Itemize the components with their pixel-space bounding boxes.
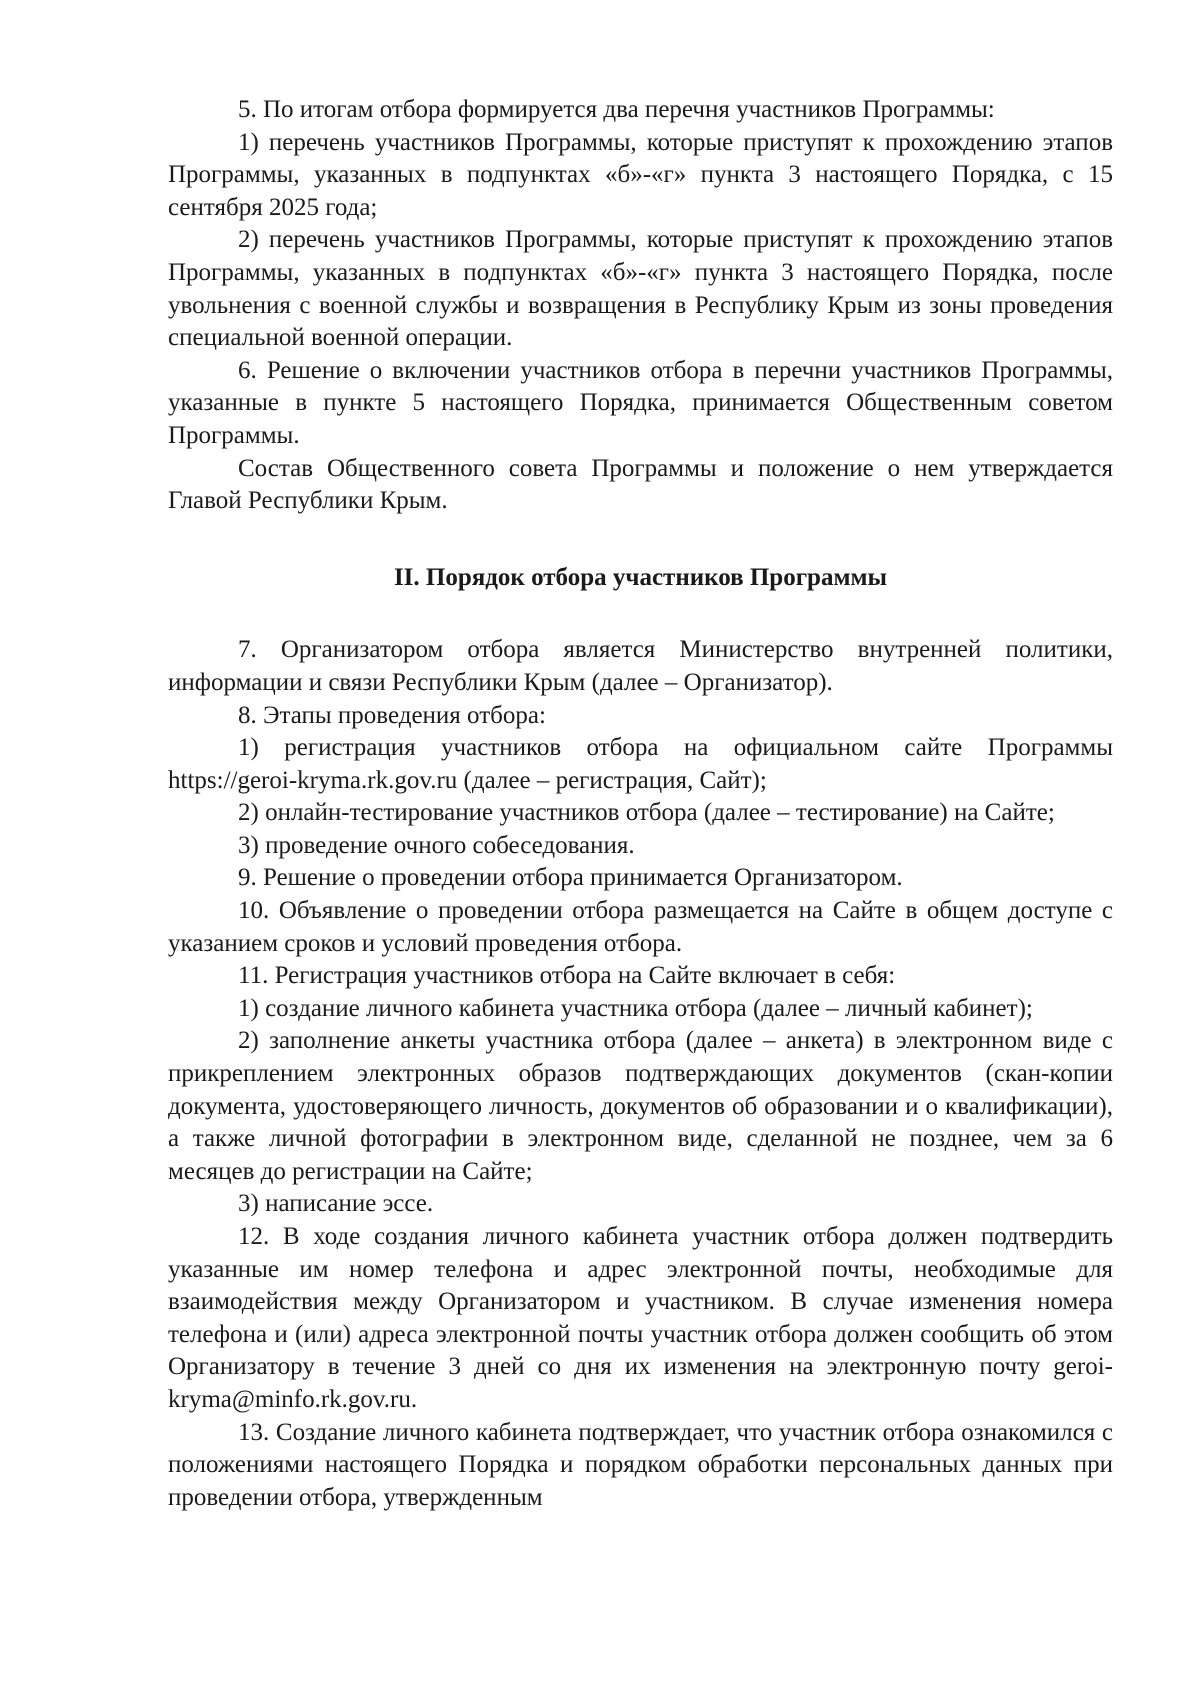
paragraph-11-2: 2) заполнение анкеты участника отбора (далее – анкета) в электронном виде с прикреплением электронных образов подтверждающих документов (скан-копии документа, удостоверяющего личность, документов об образовании и о квалификации), а также личной фотографии в электронном виде, сделанной не позднее, чем за 6 месяцев до регистрации на Сайте; — [168, 1027, 1113, 1185]
section-heading: II. Порядок отбора участников Программы — [393, 563, 888, 591]
paragraph-6: 6. Решение о включении участников отбора в перечни участников Программы, указанные в пункте 5 настоящего Порядка, принимается Общественным советом Программы. — [168, 356, 1113, 449]
paragraph-5-1: 1) перечень участников Программы, которые приступят к прохождению этапов Программы, указанных в подпунктах «б»-«г» пункта 3 настоящего Порядка, с 15 сентября 2025 года; — [168, 128, 1113, 221]
document-page — [168, 94, 1113, 1514]
paragraph-8: 8. Этапы проведения отбора: — [238, 701, 546, 729]
paragraph-8-3: 3) проведение очного собеседования. — [238, 831, 635, 859]
paragraph-11-1: 1) создание личного кабинета участника отбора (далее – личный кабинет); — [238, 994, 1033, 1022]
paragraph-11: 11. Регистрация участников отбора на Сайте включает в себя: — [238, 962, 896, 990]
paragraph-5: 5. По итогам отбора формируется два перечня участников Программы: — [238, 96, 995, 123]
paragraph-9: 9. Решение о проведении отбора принимается Организатором. — [238, 864, 903, 892]
paragraph-11-3: 3) написание эссе. — [238, 1190, 434, 1218]
paragraph-8-2: 2) онлайн-тестирование участников отбора (далее – тестирование) на Сайте; — [238, 799, 1055, 827]
paragraph-12: 12. В ходе создания личного кабинета участник отбора должен подтвердить указанные им номер телефона и адрес электронной почты, необходимые для взаимодействия между Организатором и участником. В случае изменения номера телефона и (или) адреса электронной почты участник отбора должен сообщить об этом Организатору в течение 3 дней со дня их изменения на электронную почту geroi-kryma@minfo.rk.gov.ru. — [168, 1223, 1113, 1413]
paragraph-5-2: 2) перечень участников Программы, которые приступят к прохождению этапов Программы, указанных в подпунктах «б»-«г» пункта 3 настоящего Порядка, после увольнения с военной службы и возвращения в Республику Крым из зоны проведения специальной военной операции. — [168, 226, 1113, 352]
paragraph-6-council: Состав Общественного совета Программы и положение о нем утверждается Главой Республики Крым. — [168, 454, 1113, 515]
paragraph-8-1: 1) регистрация участников отбора на официальном сайте Программы https://geroi-kryma.rk.gov.ru (далее – регистрация, Сайт); — [168, 734, 1113, 794]
paragraph-13: 13. Создание личного кабинета подтверждает, что участник отбора ознакомился с положениями настоящего Порядка и порядком обработки персональных данных при проведении отбора, утвержденным — [168, 1418, 1113, 1511]
paragraph-10: 10. Объявление о проведении отбора размещается на Сайте в общем доступе с указанием сроков и условий проведения отбора. — [168, 897, 1113, 957]
paragraph-7: 7. Организатором отбора является Министерство внутренней политики, информации и связи Республики Крым (далее – Организатор). — [168, 636, 1113, 696]
